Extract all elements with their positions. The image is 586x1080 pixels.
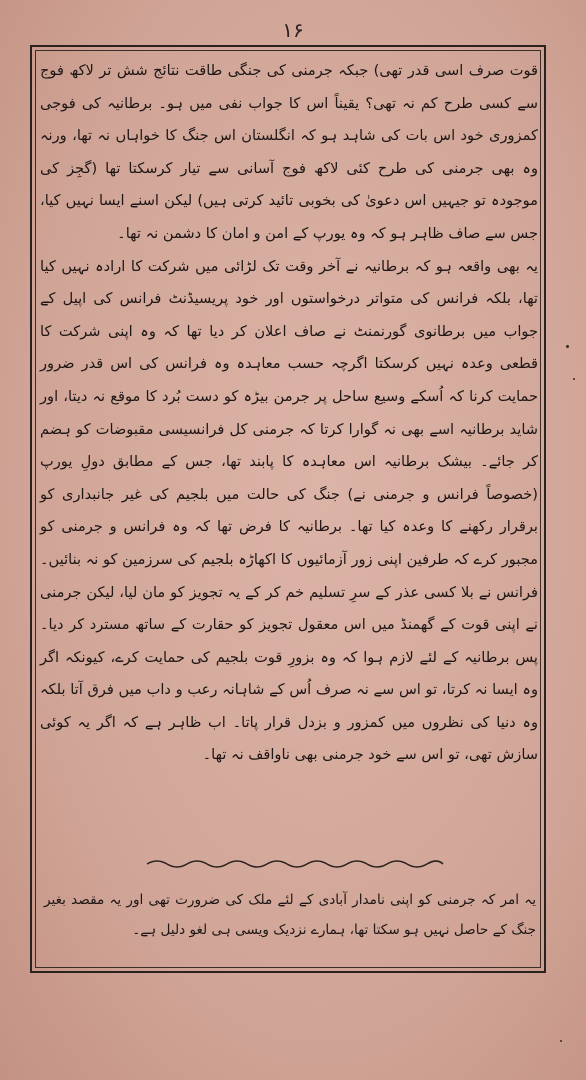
paragraph-1: قوت صرف اسی قدر تھی) جبکہ جرمنی کی جنگی طاقت نتائج شش تر لاکھ فوج سے کسی طرح کم نہ تھی؟ یقیناً اس کا جواب نفی میں ہو۔ برطانیہ کی فوجی کمزوری خود اس بات کی شاہد ہو کہ انگلستان اس جنگ کا خواہاں نہ تھا، ورنہ وہ بھی جرمنی کی طرح کئی لاکھ فوج آسانی سے تیار کرسکتا تھا (گجِز کی موجودہ تو جیہیں اس دعویٰ کی بخوبی تائید کرتی ہیں) لیکن اسنے ایسا نہیں کیا، جس سے صاف ظاہر ہو کہ وہ یورپ کے امن و امان کا دشمن نہ تھا۔ xyxy=(40,62,538,242)
paper-speck xyxy=(573,378,575,380)
footnote: یہ امر کہ جرمنی کو اپنی نامدار آبادی کے لئے ملک کی ضرورت تھی اور یہ مقصد بغیر جنگ کے حاصل نہیں ہو سکتا تھا، ہمارے نزدیک ویسی ہی لغو دلیل ہے۔ xyxy=(44,892,536,938)
paper-speck xyxy=(566,345,569,348)
paragraph-2: یہ بھی واقعہ ہو کہ برطانیہ نے آخر وقت تک لڑائی میں شرکت کا ارادہ نہیں کیا تھا، بلکہ فرانس کی متواتر درخواستوں اور خود پریسیڈنٹ فرانس کی اپیل کے جواب میں برطانوی گورنمنٹ نے صاف اعلان کر دیا تھا کہ وہ اپنی شرکت کا قطعی وعدہ نہیں کرسکتا اگرچہ حسب معاہدہ وہ فرانس کی اس قدر ضرور حمایت کرنا کہ اُسکے وسیع ساحل پر جرمن بیڑہ کو دست بُرد کا موقع نہ دیتا، اور شاید برطانیہ اسے بھی نہ گوارا کرتا کہ جرمنی کل فرانسیسی مقبوضات کو ہضم کر جائے۔ بیشک برطانیہ اس معاہدہ کا پابند تھا، جس کے مطابق دولِ یورپ (خصوصاً فرانس و جرمنی نے) جنگ کی حالت میں بلجیم کی غیر جانبداری کو برقرار رکھنے کا وعدہ کیا تھا۔ برطانیہ کا فرض تھا کہ وہ فرانس و جرمنی کو مجبور کرے کہ طرفین اپنی زور آزمائیوں کا اکھاڑہ بلجیم کی سرزمین کو نہ بنائیں۔ فرانس نے بلا کسی عذر کے سرِ تسلیم خم کر کے یہ تجویز کو مان لیا، لیکن جرمنی نے اپنی قوت کے گھمنڈ میں اس معقول تجویز کو حقارت کے ساتھ مسترد کر دیا۔ پس برطانیہ کے لئے لازم ہوا کہ وہ بزورِ قوت بلجیم کی حمایت کرے، کیونکہ اگر وہ ایسا نہ کرتا، تو اس سے نہ صرف اُس کے شاہانہ رعب و داب میں فرق آتا بلکہ وہ دنیا کی نظروں میں کمزور و بزدل قرار پاتا۔ اب ظاہر ہے کہ اگر یہ کوئی سازش تھی، تو اس سے خود جرمنی بھی ناواقف نہ تھا۔ xyxy=(40,257,538,764)
main-text xyxy=(40,55,538,772)
paper-speck xyxy=(560,1040,562,1042)
page-number: ۱۶ xyxy=(282,18,304,42)
ornamental-divider xyxy=(145,857,445,871)
